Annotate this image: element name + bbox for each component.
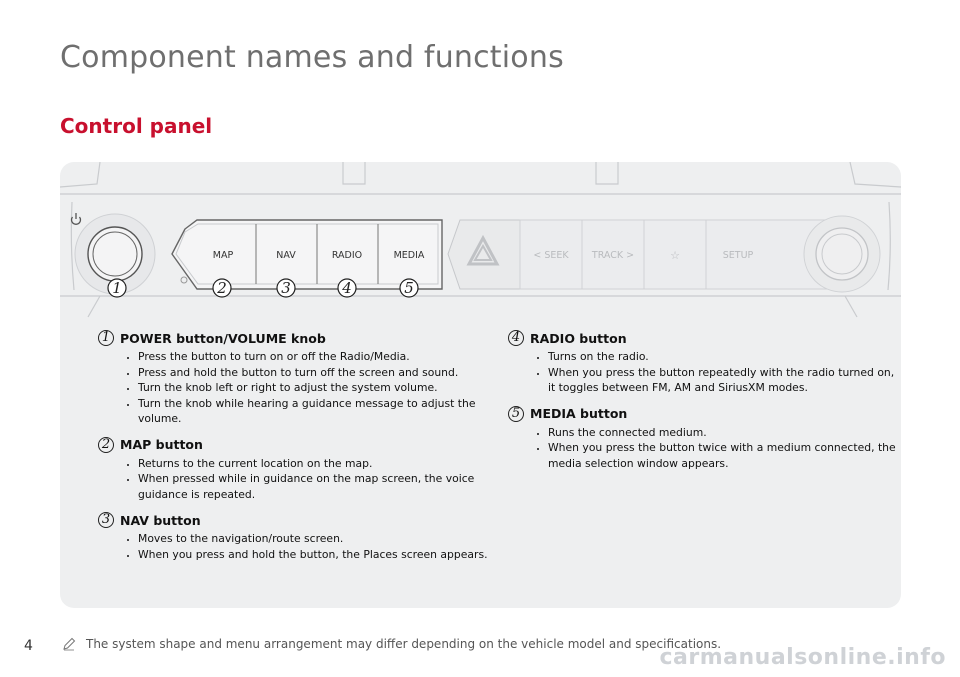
item-title: POWER button/VOLUME knob [120, 330, 326, 346]
page-title: Component names and functions [60, 40, 564, 75]
item-bullet: • Press and hold the button to turn off the screen and sound. [138, 365, 518, 381]
item-bullet: • When pressed while in guidance on the map screen, the voice guidance is repeated. [138, 471, 518, 502]
svg-text:4: 4 [342, 279, 352, 297]
pencil-icon [62, 637, 76, 651]
item-title: MAP button [120, 437, 203, 452]
item-number: 3 [98, 512, 114, 528]
callout-2 [213, 279, 231, 297]
item-bullet: • Press the button to turn on or off the Radio/Media. [138, 349, 518, 365]
media-button[interactable]: MEDIA [393, 250, 425, 261]
item-number: 2 [98, 437, 114, 453]
footer-note-text: The system shape and menu arrangement may differ depending on the vehicle model and specifications. [86, 637, 722, 651]
watermark: carmanualsonline.info [659, 645, 946, 670]
item-title: RADIO button [530, 330, 627, 346]
item-bullet: • Turn the knob left or right to adjust the system volume. [138, 380, 518, 396]
item-nav [98, 512, 518, 562]
callout-3 [277, 279, 295, 297]
radio-button[interactable]: RADIO [331, 250, 363, 261]
hazard-button[interactable] [448, 220, 520, 289]
description-column-right [508, 330, 898, 481]
nav-button[interactable]: NAV [276, 250, 296, 261]
item-bullet: • Turns on the radio. [548, 349, 898, 365]
track-button[interactable]: TRACK > [591, 250, 635, 261]
power-icon [72, 213, 81, 224]
item-bullet: • When you press the button repeatedly with the radio turned on, it toggles between FM, AM and SiriusXM modes. [548, 365, 898, 396]
item-title: NAV button [120, 512, 201, 528]
section-title: Control panel [60, 114, 213, 138]
item-radio [508, 330, 898, 396]
setup-button[interactable]: SETUP [722, 250, 754, 261]
control-panel-illustration [60, 162, 901, 322]
item-number: 4 [508, 330, 524, 346]
svg-text:5: 5 [404, 279, 414, 297]
item-power-volume [98, 330, 518, 427]
item-bullet: • Moves to the navigation/route screen. [138, 531, 518, 547]
tune-knob[interactable] [804, 216, 880, 292]
item-bullet: • When you press the button twice with a medium connected, the media selection window appears. [548, 440, 898, 471]
item-bullet: • Returns to the current location on the map. [138, 456, 518, 472]
callout-1 [108, 279, 126, 297]
control-panel-card [60, 162, 901, 608]
callout-5 [400, 279, 418, 297]
svg-text:3: 3 [281, 279, 291, 297]
item-number: 5 [508, 406, 524, 422]
description-column-left [98, 330, 518, 572]
item-map [98, 437, 518, 503]
item-bullet: • Runs the connected medium. [548, 425, 898, 441]
svg-text:2: 2 [217, 279, 227, 297]
seek-button[interactable]: < SEEK [533, 250, 569, 261]
item-number: 1 [98, 330, 114, 346]
item-title: MEDIA button [530, 406, 628, 421]
item-bullet: • Turn the knob while hearing a guidance message to adjust the volume. [138, 396, 518, 427]
item-bullet: • When you press and hold the button, the Places screen appears. [138, 547, 518, 563]
svg-text:1: 1 [112, 279, 122, 297]
footer-note [62, 637, 721, 651]
page-number: 4 [24, 638, 33, 654]
item-media [508, 406, 898, 472]
favorite-button[interactable]: ☆ [670, 249, 680, 262]
callout-4 [338, 279, 356, 297]
map-button[interactable]: MAP [212, 250, 234, 261]
